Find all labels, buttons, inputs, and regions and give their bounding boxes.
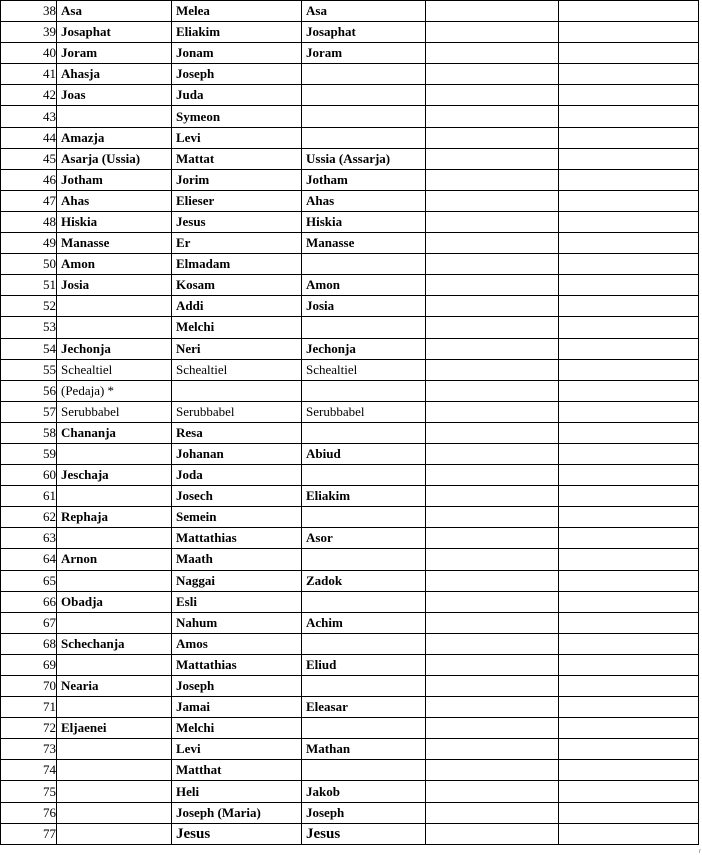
table-row: [1, 211, 699, 232]
name-cell-col3: Jonam: [172, 43, 302, 64]
name-cell-col2: Amon: [57, 254, 172, 275]
table-row: [1, 254, 699, 275]
name-cell-col3: Josech: [172, 486, 302, 507]
name-cell-col3: Jorim: [172, 169, 302, 190]
name-cell-col2: Joas: [57, 85, 172, 106]
name-cell-col2: [57, 612, 172, 633]
name-cell-col4: Abiud: [302, 443, 426, 464]
name-cell-col4: Ussia (Assarja): [302, 148, 426, 169]
empty-cell: [426, 528, 559, 549]
generation-number: 67: [1, 612, 57, 633]
empty-cell: [559, 317, 699, 338]
empty-cell: [559, 22, 699, 43]
empty-cell: [559, 507, 699, 528]
name-cell-col2: [57, 739, 172, 760]
name-cell-col4: Asor: [302, 528, 426, 549]
generation-number: 62: [1, 507, 57, 528]
table-row: [1, 486, 699, 507]
name-cell-col4: [302, 106, 426, 127]
name-cell-col4: [302, 507, 426, 528]
generation-number: 76: [1, 802, 57, 823]
table-row: [1, 127, 699, 148]
name-cell-col3: Johanan: [172, 443, 302, 464]
table-row: [1, 718, 699, 739]
empty-cell: [426, 570, 559, 591]
name-cell-col3: Heli: [172, 781, 302, 802]
name-cell-col3: Jesus: [172, 211, 302, 232]
generation-number: 40: [1, 43, 57, 64]
table-row: [1, 676, 699, 697]
name-cell-col2: [57, 760, 172, 781]
table-row: [1, 233, 699, 254]
empty-cell: [559, 43, 699, 64]
name-cell-col3: Semein: [172, 507, 302, 528]
name-cell-col3: Addi: [172, 296, 302, 317]
name-cell-col4: Joseph: [302, 802, 426, 823]
table-row: [1, 570, 699, 591]
empty-cell: [559, 85, 699, 106]
corner-mark: r: [699, 849, 701, 855]
name-cell-col3: Melchi: [172, 317, 302, 338]
name-cell-col4: [302, 760, 426, 781]
generation-number: 69: [1, 654, 57, 675]
empty-cell: [426, 1, 559, 22]
generation-number: 77: [1, 823, 57, 844]
generation-number: 75: [1, 781, 57, 802]
name-cell-col4: Ahas: [302, 190, 426, 211]
name-cell-col4: Jakob: [302, 781, 426, 802]
name-cell-col4: Amon: [302, 275, 426, 296]
empty-cell: [559, 486, 699, 507]
name-cell-col2: Joram: [57, 43, 172, 64]
name-cell-col2: Asa: [57, 1, 172, 22]
name-cell-col2: Josaphat: [57, 22, 172, 43]
name-cell-col2: Jechonja: [57, 338, 172, 359]
name-cell-col2: Ahasja: [57, 64, 172, 85]
table-row: [1, 359, 699, 380]
generation-number: 47: [1, 190, 57, 211]
name-cell-col2: [57, 528, 172, 549]
name-cell-col3: Nahum: [172, 612, 302, 633]
empty-cell: [426, 169, 559, 190]
empty-cell: [559, 676, 699, 697]
name-cell-col3: Joseph: [172, 676, 302, 697]
table-row: [1, 1, 699, 22]
name-cell-col2: Eljaenei: [57, 718, 172, 739]
empty-cell: [426, 549, 559, 570]
generation-number: 50: [1, 254, 57, 275]
table-row: [1, 85, 699, 106]
empty-cell: [559, 211, 699, 232]
empty-cell: [559, 254, 699, 275]
empty-cell: [559, 718, 699, 739]
generation-number: 72: [1, 718, 57, 739]
name-cell-col3: Elmadam: [172, 254, 302, 275]
empty-cell: [559, 591, 699, 612]
name-cell-col3: Jamai: [172, 697, 302, 718]
empty-cell: [426, 612, 559, 633]
table-row: [1, 401, 699, 422]
generation-number: 59: [1, 443, 57, 464]
empty-cell: [559, 633, 699, 654]
name-cell-col2: Josia: [57, 275, 172, 296]
empty-cell: [426, 718, 559, 739]
generation-number: 73: [1, 739, 57, 760]
empty-cell: [426, 85, 559, 106]
name-cell-col4: [302, 718, 426, 739]
name-cell-col2: [57, 781, 172, 802]
name-cell-col2: Asarja (Ussia): [57, 148, 172, 169]
name-cell-col2: Jotham: [57, 169, 172, 190]
empty-cell: [426, 359, 559, 380]
empty-cell: [426, 465, 559, 486]
generation-number: 61: [1, 486, 57, 507]
name-cell-col3: Amos: [172, 633, 302, 654]
empty-cell: [559, 697, 699, 718]
generation-number: 53: [1, 317, 57, 338]
table-row: [1, 549, 699, 570]
name-cell-col2: Nearia: [57, 676, 172, 697]
name-cell-col4: [302, 254, 426, 275]
name-cell-col2: [57, 697, 172, 718]
empty-cell: [426, 127, 559, 148]
table-row: [1, 465, 699, 486]
table-row: [1, 43, 699, 64]
empty-cell: [559, 465, 699, 486]
name-cell-col2: [57, 823, 172, 844]
empty-cell: [426, 22, 559, 43]
table-row: [1, 781, 699, 802]
empty-cell: [559, 106, 699, 127]
name-cell-col3: Neri: [172, 338, 302, 359]
name-cell-col2: Hiskia: [57, 211, 172, 232]
empty-cell: [426, 654, 559, 675]
name-cell-col3: Elieser: [172, 190, 302, 211]
name-cell-col2: Ahas: [57, 190, 172, 211]
generation-number: 39: [1, 22, 57, 43]
table-row: [1, 633, 699, 654]
table-row: [1, 802, 699, 823]
generation-number: 58: [1, 422, 57, 443]
table-row: [1, 148, 699, 169]
generation-number: 65: [1, 570, 57, 591]
name-cell-col3: Jesus: [172, 823, 302, 844]
generation-number: 45: [1, 148, 57, 169]
empty-cell: [559, 169, 699, 190]
name-cell-col2: [57, 317, 172, 338]
empty-cell: [426, 781, 559, 802]
table-row: [1, 739, 699, 760]
name-cell-col4: Asa: [302, 1, 426, 22]
name-cell-col2: Chananja: [57, 422, 172, 443]
empty-cell: [426, 507, 559, 528]
name-cell-col3: Resa: [172, 422, 302, 443]
name-cell-col4: [302, 465, 426, 486]
table-row: [1, 338, 699, 359]
table-row: [1, 296, 699, 317]
name-cell-col4: Achim: [302, 612, 426, 633]
empty-cell: [426, 633, 559, 654]
generation-number: 68: [1, 633, 57, 654]
generation-number: 38: [1, 1, 57, 22]
name-cell-col2: Obadja: [57, 591, 172, 612]
empty-cell: [559, 64, 699, 85]
name-cell-col3: Maath: [172, 549, 302, 570]
generation-number: 63: [1, 528, 57, 549]
generation-number: 52: [1, 296, 57, 317]
generation-number: 42: [1, 85, 57, 106]
name-cell-col4: Serubbabel: [302, 401, 426, 422]
name-cell-col4: Manasse: [302, 233, 426, 254]
name-cell-col3: Eliakim: [172, 22, 302, 43]
empty-cell: [559, 359, 699, 380]
empty-cell: [426, 233, 559, 254]
empty-cell: [559, 739, 699, 760]
generation-number: 44: [1, 127, 57, 148]
empty-cell: [559, 148, 699, 169]
name-cell-col3: Mattathias: [172, 654, 302, 675]
name-cell-col3: Matthat: [172, 760, 302, 781]
table-row: [1, 190, 699, 211]
name-cell-col4: [302, 317, 426, 338]
generation-number: 48: [1, 211, 57, 232]
table-row: [1, 106, 699, 127]
name-cell-col3: Esli: [172, 591, 302, 612]
table-row: [1, 443, 699, 464]
empty-cell: [559, 612, 699, 633]
table-row: [1, 760, 699, 781]
name-cell-col4: Eliakim: [302, 486, 426, 507]
name-cell-col4: Eliud: [302, 654, 426, 675]
name-cell-col4: [302, 676, 426, 697]
generation-number: 60: [1, 465, 57, 486]
empty-cell: [426, 802, 559, 823]
generation-number: 64: [1, 549, 57, 570]
name-cell-col2: Manasse: [57, 233, 172, 254]
empty-cell: [559, 422, 699, 443]
generation-number: 51: [1, 275, 57, 296]
empty-cell: [559, 823, 699, 844]
name-cell-col3: Levi: [172, 127, 302, 148]
table-row: [1, 275, 699, 296]
table-row: [1, 317, 699, 338]
empty-cell: [426, 380, 559, 401]
name-cell-col2: [57, 654, 172, 675]
generation-number: 41: [1, 64, 57, 85]
empty-cell: [559, 1, 699, 22]
empty-cell: [426, 254, 559, 275]
name-cell-col4: Jechonja: [302, 338, 426, 359]
name-cell-col2: Schealtiel: [57, 359, 172, 380]
name-cell-col3: [172, 380, 302, 401]
name-cell-col4: [302, 127, 426, 148]
name-cell-col4: [302, 380, 426, 401]
name-cell-col3: Naggai: [172, 570, 302, 591]
table-row: [1, 697, 699, 718]
table-row: [1, 169, 699, 190]
name-cell-col4: Joram: [302, 43, 426, 64]
empty-cell: [559, 401, 699, 422]
empty-cell: [426, 148, 559, 169]
name-cell-col3: Schealtiel: [172, 359, 302, 380]
empty-cell: [426, 106, 559, 127]
name-cell-col3: Levi: [172, 739, 302, 760]
table-row: [1, 591, 699, 612]
name-cell-col3: Kosam: [172, 275, 302, 296]
generation-number: 56: [1, 380, 57, 401]
empty-cell: [559, 296, 699, 317]
name-cell-col4: [302, 85, 426, 106]
table-row: [1, 380, 699, 401]
empty-cell: [426, 64, 559, 85]
generation-number: 46: [1, 169, 57, 190]
name-cell-col2: [57, 296, 172, 317]
table-row: [1, 612, 699, 633]
empty-cell: [426, 676, 559, 697]
empty-cell: [426, 591, 559, 612]
name-cell-col2: Jeschaja: [57, 465, 172, 486]
name-cell-col2: [57, 486, 172, 507]
empty-cell: [426, 190, 559, 211]
name-cell-col3: Joda: [172, 465, 302, 486]
generation-number: 54: [1, 338, 57, 359]
table-row: [1, 422, 699, 443]
name-cell-col2: Rephaja: [57, 507, 172, 528]
generation-number: 55: [1, 359, 57, 380]
empty-cell: [559, 127, 699, 148]
name-cell-col3: Er: [172, 233, 302, 254]
empty-cell: [559, 275, 699, 296]
empty-cell: [426, 338, 559, 359]
empty-cell: [426, 823, 559, 844]
empty-cell: [559, 528, 699, 549]
name-cell-col4: Jesus: [302, 823, 426, 844]
generation-number: 43: [1, 106, 57, 127]
empty-cell: [426, 401, 559, 422]
name-cell-col3: Melea: [172, 1, 302, 22]
empty-cell: [559, 190, 699, 211]
empty-cell: [559, 654, 699, 675]
name-cell-col4: Zadok: [302, 570, 426, 591]
empty-cell: [426, 739, 559, 760]
table-row: [1, 22, 699, 43]
table-row: [1, 654, 699, 675]
generation-number: 57: [1, 401, 57, 422]
name-cell-col2: Schechanja: [57, 633, 172, 654]
empty-cell: [559, 781, 699, 802]
name-cell-col4: [302, 422, 426, 443]
empty-cell: [426, 486, 559, 507]
name-cell-col4: Schealtiel: [302, 359, 426, 380]
name-cell-col4: Mathan: [302, 739, 426, 760]
table-row: [1, 823, 699, 844]
name-cell-col2: [57, 570, 172, 591]
empty-cell: [426, 275, 559, 296]
table-row: [1, 507, 699, 528]
name-cell-col3: Juda: [172, 85, 302, 106]
generation-number: 74: [1, 760, 57, 781]
empty-cell: [426, 443, 559, 464]
empty-cell: [426, 422, 559, 443]
empty-cell: [426, 317, 559, 338]
empty-cell: [426, 296, 559, 317]
name-cell-col3: Mattathias: [172, 528, 302, 549]
generation-number: 49: [1, 233, 57, 254]
generation-number: 71: [1, 697, 57, 718]
empty-cell: [426, 211, 559, 232]
name-cell-col3: Joseph: [172, 64, 302, 85]
name-cell-col4: [302, 591, 426, 612]
generation-number: 70: [1, 676, 57, 697]
name-cell-col2: [57, 106, 172, 127]
name-cell-col3: Melchi: [172, 718, 302, 739]
empty-cell: [559, 443, 699, 464]
empty-cell: [426, 43, 559, 64]
name-cell-col4: Josia: [302, 296, 426, 317]
name-cell-col4: Josaphat: [302, 22, 426, 43]
empty-cell: [559, 802, 699, 823]
empty-cell: [559, 549, 699, 570]
genealogy-table-body: [1, 1, 699, 845]
table-row: [1, 64, 699, 85]
name-cell-col2: Arnon: [57, 549, 172, 570]
empty-cell: [559, 338, 699, 359]
name-cell-col3: Symeon: [172, 106, 302, 127]
name-cell-col2: Serubbabel: [57, 401, 172, 422]
empty-cell: [559, 570, 699, 591]
name-cell-col4: [302, 549, 426, 570]
name-cell-col2: Amazja: [57, 127, 172, 148]
name-cell-col4: [302, 633, 426, 654]
empty-cell: [426, 697, 559, 718]
name-cell-col2: (Pedaja) *: [57, 380, 172, 401]
name-cell-col4: Hiskia: [302, 211, 426, 232]
empty-cell: [559, 760, 699, 781]
name-cell-col4: Eleasar: [302, 697, 426, 718]
empty-cell: [559, 233, 699, 254]
name-cell-col4: [302, 64, 426, 85]
empty-cell: [559, 380, 699, 401]
name-cell-col3: Joseph (Maria): [172, 802, 302, 823]
name-cell-col4: Jotham: [302, 169, 426, 190]
name-cell-col3: Mattat: [172, 148, 302, 169]
empty-cell: [426, 760, 559, 781]
name-cell-col2: [57, 443, 172, 464]
generation-number: 66: [1, 591, 57, 612]
name-cell-col3: Serubbabel: [172, 401, 302, 422]
table-row: [1, 528, 699, 549]
name-cell-col2: [57, 802, 172, 823]
